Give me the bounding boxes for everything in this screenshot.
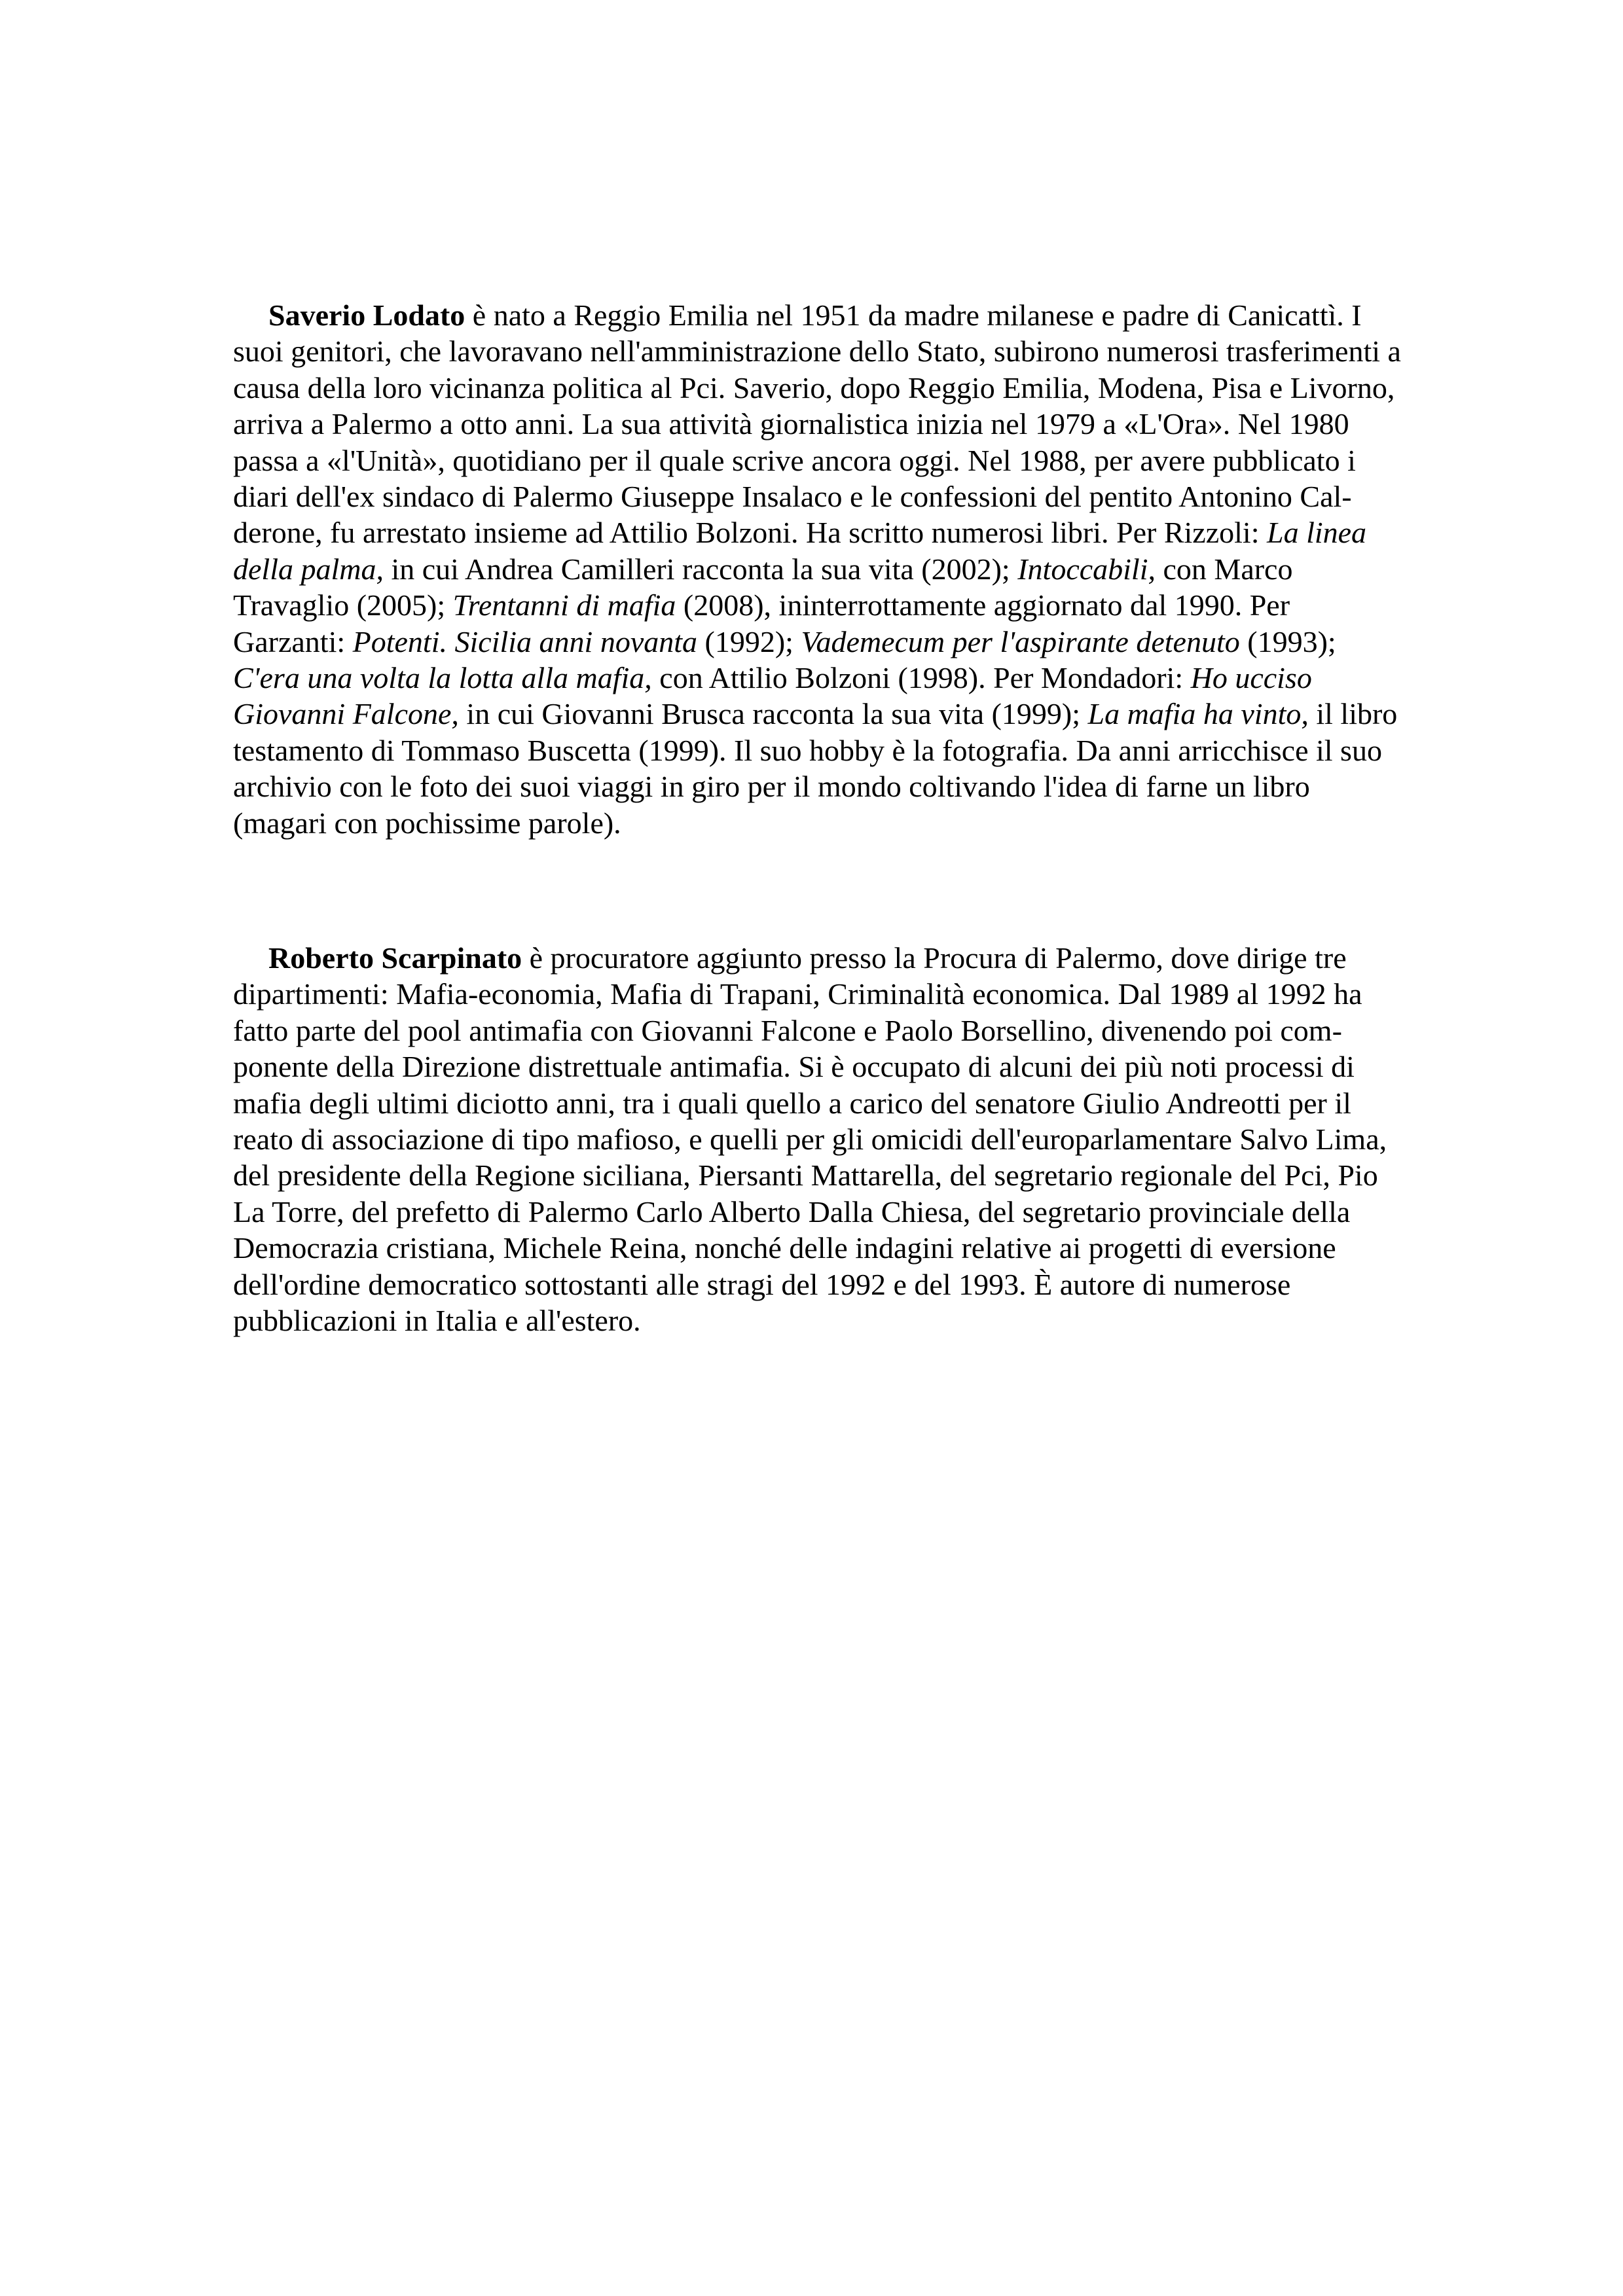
text-run: La Torre, del prefetto di Palermo Carlo Alberto Dalla Chiesa, del segretario provinciale della	[233, 1194, 1351, 1229]
text-run: è nato a Reggio Emilia nel 1951 da madre milanese e padre di Canicattì. I	[465, 298, 1362, 332]
text-line	[233, 333, 1503, 369]
text-run: (1993);	[1239, 624, 1336, 658]
text-run: (2008), ininterrottamente aggiornato dal 1990. Per	[676, 588, 1290, 622]
text-run: dell'ordine democratico sottostanti alle stragi del 1992 e del 1993. È autore di numerose	[233, 1267, 1291, 1301]
text-line	[233, 370, 1503, 406]
text-line	[233, 514, 1503, 550]
bio-roberto-scarpinato	[233, 940, 1503, 1338]
text-run: in cui Andrea Camilleri racconta la sua vita (2002);	[383, 552, 1018, 586]
text-line	[233, 768, 1503, 804]
text-line	[233, 1194, 1503, 1230]
text-run: Garzanti:	[233, 624, 353, 658]
text-run: con Attilio Bolzoni (1998). Per Mondadori:	[651, 661, 1191, 695]
text-line	[233, 624, 1503, 660]
book-title: Giovanni Falcone,	[233, 697, 459, 731]
text-line	[233, 1157, 1503, 1193]
text-run: suoi genitori, che lavoravano nell'amministrazione dello Stato, subirono numerosi trasferimenti a	[233, 334, 1401, 368]
text-line	[233, 696, 1503, 732]
text-run: dipartimenti: Mafia-economia, Mafia di Trapani, Criminalità economica. Dal 1989 al 1992 ha	[233, 977, 1362, 1011]
text-line	[233, 1121, 1503, 1157]
text-run: è procuratore aggiunto presso la Procura di Palermo, dove dirige tre	[522, 941, 1347, 975]
text-line	[233, 976, 1503, 1012]
text-line	[233, 478, 1503, 514]
text-run: fatto parte del pool antimafia con Giovanni Falcone e Paolo Borsellino, divenendo poi com-	[233, 1013, 1342, 1047]
text-run: con Marco	[1156, 552, 1293, 586]
text-line	[233, 297, 1503, 333]
text-run: testamento di Tommaso Buscetta (1999). Il suo hobby è la fotografia. Da anni arricchisce il suo	[233, 733, 1382, 767]
text-line	[233, 805, 1503, 841]
text-run: arriva a Palermo a otto anni. La sua attività giornalistica inizia nel 1979 a «L'Ora». Nel 1980	[233, 407, 1349, 441]
text-line	[233, 1085, 1503, 1121]
text-line	[233, 587, 1503, 623]
text-line	[233, 1230, 1503, 1266]
book-title: della palma,	[233, 552, 384, 586]
text-run: diari dell'ex sindaco di Palermo Giuseppe Insalaco e le confessioni del pentito Antonino Cal-	[233, 480, 1352, 514]
book-title: Ho ucciso	[1190, 661, 1312, 695]
book-title: Trentanni di mafia	[452, 588, 676, 622]
text-run: mafia degli ultimi diciotto anni, tra i quali quello a carico del senatore Giulio Andreotti per il	[233, 1086, 1351, 1120]
text-run: (1992);	[697, 624, 801, 658]
author-name: Saverio Lodato	[268, 298, 465, 332]
book-title: Potenti. Sicilia anni novanta	[352, 624, 698, 658]
author-name: Roberto Scarpinato	[268, 941, 522, 975]
book-title: Vademecum per l'aspirante detenuto	[801, 624, 1240, 658]
text-run: causa della loro vicinanza politica al Pci. Saverio, dopo Reggio Emilia, Modena, Pisa e Livorno,	[233, 370, 1395, 404]
text-line	[233, 1049, 1503, 1085]
text-line	[233, 940, 1503, 976]
book-title: La linea	[1266, 516, 1367, 550]
text-line	[233, 1266, 1503, 1302]
text-run: reato di associazione di tipo mafioso, e quelli per gli omicidi dell'europarlamentare Salvo Lima,	[233, 1122, 1387, 1157]
text-run: Travaglio (2005);	[233, 588, 453, 622]
text-line	[233, 660, 1503, 696]
book-title: Intoccabili,	[1017, 552, 1156, 586]
text-line	[233, 442, 1503, 478]
text-run: archivio con le foto dei suoi viaggi in giro per il mondo coltivando l'idea di farne un libro	[233, 770, 1310, 804]
text-run: il libro	[1308, 697, 1398, 731]
book-title: C'era una volta la lotta alla mafia,	[233, 661, 652, 695]
text-line	[233, 551, 1503, 587]
text-run: (magari con pochissime parole).	[233, 806, 621, 840]
text-run: derone, fu arrestato insieme ad Attilio Bolzoni. Ha scritto numerosi libri. Per Rizzoli:	[233, 516, 1267, 550]
text-line	[233, 1013, 1503, 1049]
text-line	[233, 406, 1503, 442]
text-run: in cui Giovanni Brusca racconta la sua vita (1999);	[458, 697, 1088, 731]
text-run: ponente della Direzione distrettuale antimafia. Si è occupato di alcuni dei più noti processi di	[233, 1050, 1355, 1084]
text-run: passa a «l'Unità», quotidiano per il quale scrive ancora oggi. Nel 1988, per avere pubblicato i	[233, 443, 1356, 477]
book-title: La mafia ha vinto,	[1087, 697, 1309, 731]
text-run: pubblicazioni in Italia e all'estero.	[233, 1304, 641, 1338]
bio-saverio-lodato	[233, 297, 1503, 841]
text-run: Democrazia cristiana, Michele Reina, nonché delle indagini relative ai progetti di eversione	[233, 1231, 1336, 1265]
text-line	[233, 732, 1503, 768]
text-line	[233, 1302, 1503, 1338]
text-run: del presidente della Regione siciliana, Piersanti Mattarella, del segretario regionale del Pci, Pio	[233, 1158, 1378, 1193]
